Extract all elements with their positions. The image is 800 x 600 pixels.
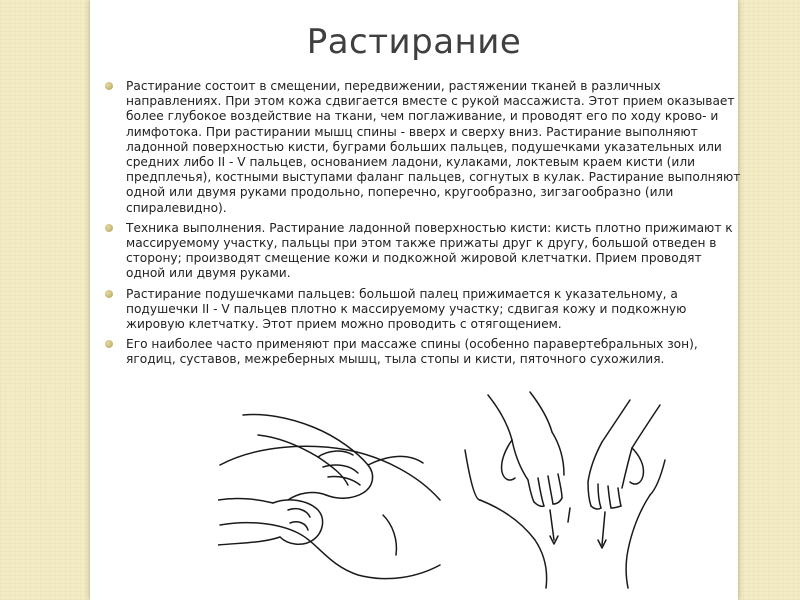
list-item xyxy=(102,221,742,282)
bullet-dot-icon xyxy=(105,290,113,298)
bullet-text: Техника выполнения. Растирание ладонной поверхностью кисти: кисть плотно прижимают к массируемому участку, пальцы при этом также прижаты друг к другу, большой отведен в сторону; производят смещение кожи и подкожной жировой клетчатки. Прием проводят одной или двумя руками. xyxy=(126,220,733,281)
bullet-text: Растирание состоит в смещении, передвижении, растяжении тканей в различных направлениях. При этом кожа сдвигается вместе с рукой массажиста. Этот прием оказывает более глубокое воздействие на ткани, чем поглаживание, и проводят его по ходу крово- и лимфотока. При растирании мышц спины - вверх и сверху вниз. Растирание выполняют ладонной поверхностью кисти, буграми больших пальцев, подушечками указательных или средних либо II - V пальцев, основанием ладони, кулаками, локтевым краем кисти (или предплечья), костными выступами фаланг пальцев, согнутых в кулак. Растирание выполняют одной или двумя руками продольно, поперечно, кругообразно, зигзагообразно (или спиралевидно). xyxy=(126,79,741,215)
list-item xyxy=(102,79,742,216)
bullet-dot-icon xyxy=(105,340,113,348)
bullet-list xyxy=(102,79,742,373)
list-item xyxy=(102,287,742,333)
fingertip-rubbing-illustration xyxy=(460,390,670,590)
bullet-dot-icon xyxy=(105,224,113,232)
bullet-text: Его наиболее часто применяют при массаже спины (особенно паравертебральных зон), ягодиц, суставов, межреберных мышц, тыла стопы и кисти, пяточного сухожилия. xyxy=(126,337,698,367)
bullet-text: Растирание подушечками пальцев: большой палец прижимается к указательному, а подушечки II - V пальцев плотно к массируемому участку; сдвигая кожу и подкожную жировую клетчатку. Этот прием можно проводить с отягощением. xyxy=(126,286,687,332)
left-decorative-band xyxy=(0,0,90,600)
bullet-dot-icon xyxy=(105,82,113,90)
slide-title: Растирание xyxy=(306,22,522,62)
palm-rubbing-illustration xyxy=(218,405,443,590)
list-item xyxy=(102,337,742,367)
right-decorative-band xyxy=(738,0,800,600)
